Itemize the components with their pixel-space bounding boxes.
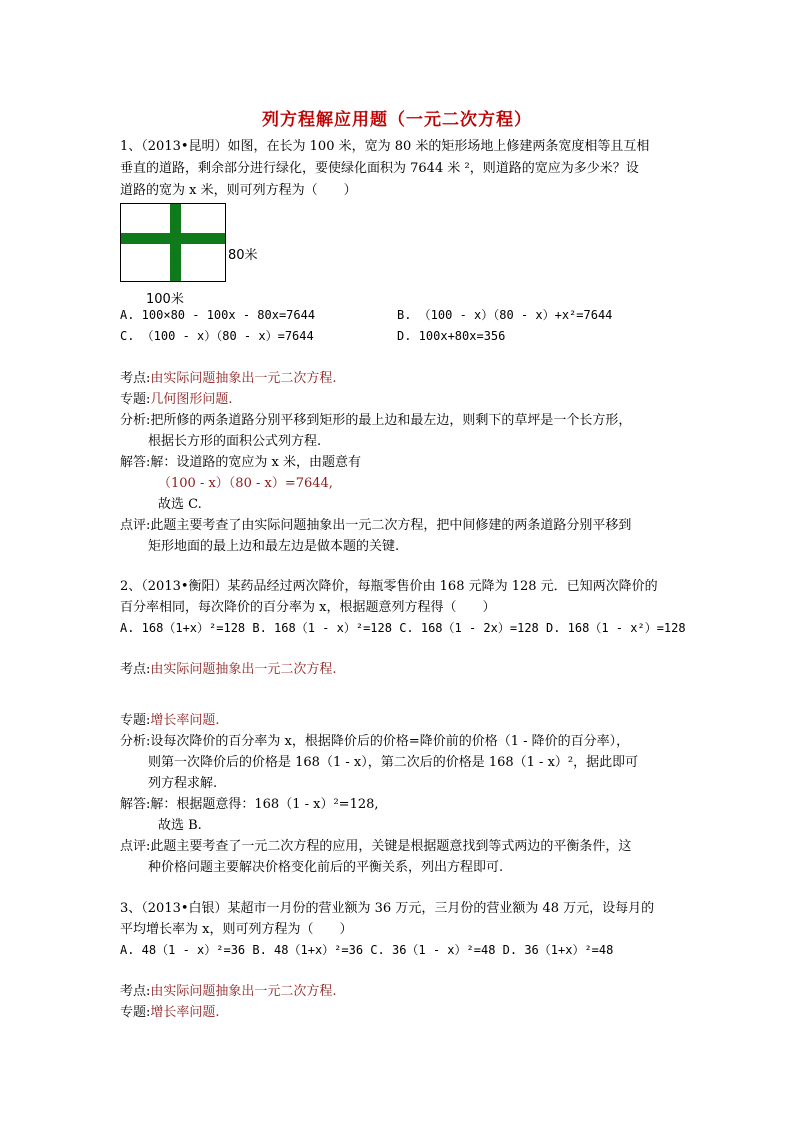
q3-options: A. 48（1 - x）²=36 B. 48（1+x）²=36 C. 36（1 - x）²=48 D. 36（1+x）²=48 bbox=[120, 943, 614, 957]
dianping-label: 点评: bbox=[120, 839, 151, 854]
q1-kaodian bbox=[120, 368, 337, 390]
jieda-line-1: 解：设道路的宽应为 x 米，由题意有 bbox=[150, 455, 361, 470]
kaodian-label: 考点: bbox=[120, 371, 151, 386]
dianping-line-1: 此题主要考查了一元二次方程的应用，关键是根据题意找到等式两边的平衡条件，这 bbox=[150, 839, 632, 854]
kaodian-text: 由实际问题抽象出一元二次方程. bbox=[150, 371, 337, 386]
q2-fenxi-line-2: 则第一次降价后的价格是 168（1 - x），第二次后的价格是 168（1 - x）²，据此即可 bbox=[148, 755, 639, 770]
jieda-label: 解答: bbox=[120, 455, 151, 470]
fenxi-label: 分析: bbox=[120, 413, 151, 428]
q1-fenxi-line-2: 根据长方形的面积公式列方程. bbox=[148, 434, 322, 449]
q2-jieda bbox=[120, 794, 379, 816]
figure-width-label: 100米 bbox=[146, 292, 184, 307]
q1-option-a: A. 100×80 - 100x - 80x=7644 bbox=[120, 308, 316, 322]
jieda-line-1: 解：根据题意得：168（1 - x）²=128, bbox=[150, 797, 379, 812]
figure-height-label: 80米 bbox=[228, 248, 258, 263]
kaodian-text: 由实际问题抽象出一元二次方程. bbox=[150, 662, 337, 677]
fenxi-line-1: 把所修的两条道路分别平移到矩形的最上边和最左边，则剩下的草坪是一个长方形， bbox=[150, 413, 632, 428]
kaodian-label: 考点: bbox=[120, 662, 151, 677]
zhuanti-label: 专题: bbox=[120, 392, 151, 407]
q2-fenxi bbox=[120, 731, 629, 753]
q1-stem-line-1: 1、（2013•昆明）如图，在长为 100 米，宽为 80 米的矩形场地上修建两条宽度相等且互相 bbox=[120, 139, 650, 154]
zhuanti-text: 几何图形问题. bbox=[150, 392, 233, 407]
dianping-label: 点评: bbox=[120, 518, 151, 533]
page-title: 列方程解应用题（一元二次方程） bbox=[262, 110, 532, 130]
q1-jieda bbox=[120, 452, 361, 474]
q1-stem-line-3: 道路的宽为 x 米，则可列方程为（ ） bbox=[120, 183, 357, 198]
zhuanti-label: 专题: bbox=[120, 713, 151, 728]
zhuanti-text: 增长率问题. bbox=[150, 1005, 220, 1020]
fenxi-line-1: 设每次降价的百分率为 x，根据降价后的价格=降价前的价格（1 - 降价的百分率）， bbox=[150, 734, 630, 749]
q1-jieda-line-3: 故选 C. bbox=[158, 497, 202, 512]
q2-fenxi-line-3: 列方程求解. bbox=[148, 776, 218, 791]
q3-stem-line-1: 3、（2013•白银）某超市一月份的营业额为 36 万元，三月份的营业额为 48 万元，设每月的 bbox=[120, 901, 655, 916]
dianping-line-1: 此题主要考查了由实际问题抽象出一元二次方程，把中间修建的两条道路分别平移到 bbox=[150, 518, 632, 533]
zhuanti-label: 专题: bbox=[120, 1005, 151, 1020]
q1-dianping bbox=[120, 515, 631, 537]
kaodian-text: 由实际问题抽象出一元二次方程. bbox=[150, 984, 337, 999]
q2-stem-line-1: 2、（2013•衡阳）某药品经过两次降价，每瓶零售价由 168 元降为 128 元．已知两次降价的 bbox=[120, 579, 658, 594]
q2-options: A. 168（1+x）²=128 B. 168（1 - x）²=128 C. 168（1 - 2x）=128 D. 168（1 - x²）=128 bbox=[120, 621, 686, 635]
jieda-label: 解答: bbox=[120, 797, 151, 812]
kaodian-label: 考点: bbox=[120, 984, 151, 999]
q2-kaodian bbox=[120, 659, 337, 681]
q1-option-c: C. （100 - x）（80 - x）=7644 bbox=[120, 329, 314, 343]
q1-option-d: D. 100x+80x=356 bbox=[397, 329, 506, 343]
q1-jieda-line-2: （100 - x）（80 - x）=7644, bbox=[158, 476, 333, 491]
q1-stem-line-2: 垂直的道路，剩余部分进行绿化，要使绿化面积为 7644 米 ²，则道路的宽应为多少米？设 bbox=[120, 161, 639, 176]
q1-fenxi bbox=[120, 410, 631, 432]
q1-dianping-line-2: 矩形地面的最上边和最左边是做本题的关键. bbox=[148, 539, 400, 554]
q2-stem-line-2: 百分率相同，每次降价的百分率为 x，根据题意列方程得（ ） bbox=[120, 600, 496, 615]
q2-zhuanti bbox=[120, 710, 220, 732]
fenxi-label: 分析: bbox=[120, 734, 151, 749]
q3-stem-line-2: 平均增长率为 x，则可列方程为（ ） bbox=[120, 922, 353, 937]
q1-option-b: B. （100 - x）（80 - x）+x²=7644 bbox=[397, 308, 613, 322]
q2-dianping bbox=[120, 836, 631, 858]
zhuanti-text: 增长率问题. bbox=[150, 713, 220, 728]
q3-zhuanti bbox=[120, 1002, 220, 1024]
q2-jieda-line-2: 故选 B. bbox=[158, 818, 202, 833]
vertical-road bbox=[170, 204, 181, 281]
q1-zhuanti bbox=[120, 389, 233, 411]
q3-kaodian bbox=[120, 981, 337, 1003]
q1-road-figure bbox=[120, 203, 226, 282]
q2-dianping-line-2: 种价格问题主要解决价格变化前后的平衡关系，列出方程即可. bbox=[148, 860, 504, 875]
